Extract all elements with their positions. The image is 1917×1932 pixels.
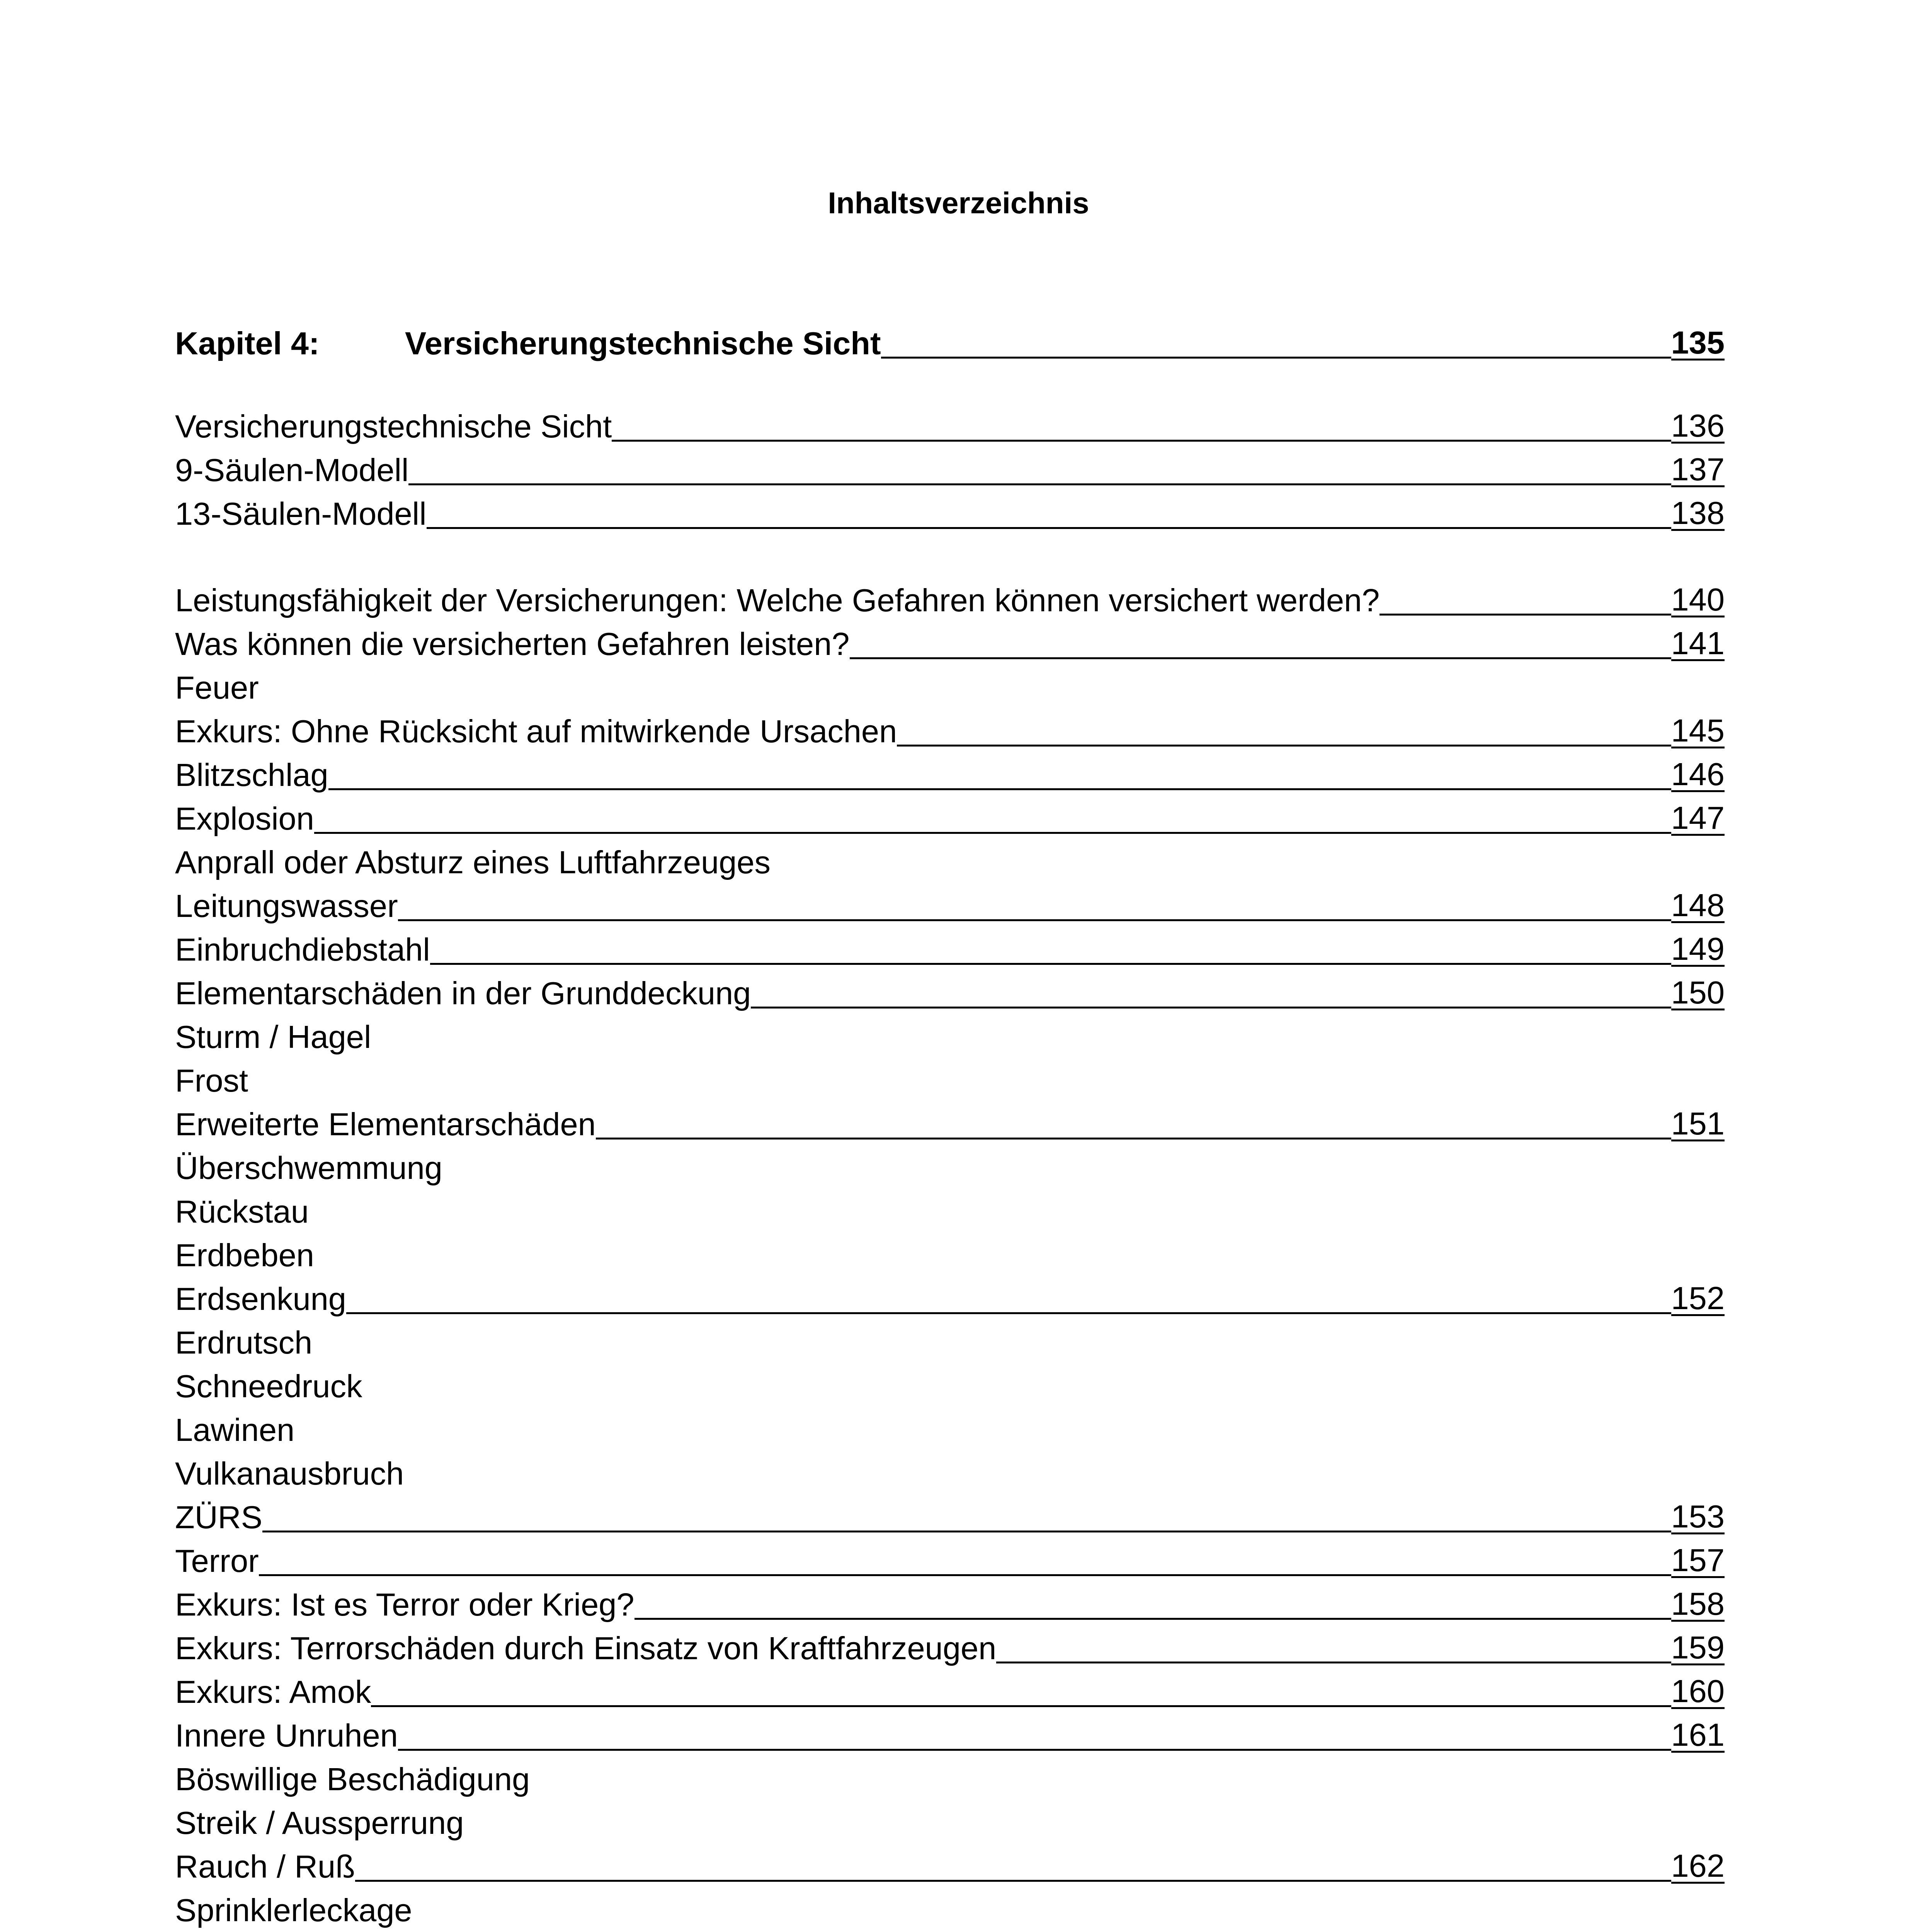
toc-leader-line bbox=[430, 963, 1671, 965]
toc-entry-page-number: 161 bbox=[1671, 1717, 1725, 1753]
toc-leader-line bbox=[371, 1705, 1671, 1707]
toc-entry[interactable] bbox=[175, 663, 1725, 707]
toc-entry[interactable] bbox=[175, 1231, 1725, 1274]
toc-entry-title: Versicherungstechnische Sicht bbox=[175, 408, 612, 444]
toc-leader-line bbox=[996, 1661, 1671, 1663]
toc-entry[interactable] bbox=[175, 707, 1725, 750]
toc-entry-title: Sprinklerleckage bbox=[175, 1892, 412, 1928]
toc-entry-page-number: 149 bbox=[1671, 931, 1725, 967]
toc-entry-title: ZÜRS bbox=[175, 1499, 262, 1535]
toc-entry-page-number: 157 bbox=[1671, 1542, 1725, 1578]
toc-entry-title: Lawinen bbox=[175, 1412, 295, 1448]
toc-leader-line bbox=[259, 1574, 1671, 1576]
toc-entry-page-number: 140 bbox=[1671, 582, 1725, 617]
toc-entry[interactable] bbox=[175, 1405, 1725, 1449]
toc-leader-line bbox=[408, 483, 1671, 485]
toc-leader-line bbox=[427, 527, 1671, 529]
toc-entry-page-number: 146 bbox=[1671, 756, 1725, 792]
toc-entry-title: 13-Säulen-Modell bbox=[175, 496, 427, 532]
toc-entry-title: Leitungswasser bbox=[175, 888, 398, 924]
chapter-number: Kapitel 4: bbox=[175, 325, 320, 361]
toc-entry[interactable] bbox=[175, 1798, 1725, 1842]
toc-entry[interactable] bbox=[175, 881, 1725, 925]
toc-entry[interactable] bbox=[175, 446, 1725, 489]
toc-leader-line bbox=[881, 356, 1671, 359]
toc-entry[interactable] bbox=[175, 619, 1725, 663]
toc-leader-line bbox=[850, 657, 1671, 659]
toc-section-a bbox=[175, 402, 1725, 533]
toc-entry-page-number: 162 bbox=[1671, 1848, 1725, 1884]
toc-entry-title: Erdsenkung bbox=[175, 1281, 346, 1317]
toc-entry-title: Vulkanausbruch bbox=[175, 1456, 404, 1492]
toc-entry[interactable] bbox=[175, 1929, 1725, 1932]
toc-leader-line bbox=[346, 1312, 1671, 1314]
toc-entry[interactable] bbox=[175, 1274, 1725, 1318]
toc-chapter-heading[interactable] bbox=[175, 315, 1725, 359]
toc-entry-title: Blitzschlag bbox=[175, 757, 328, 793]
toc-entry-title: Elementarschäden in der Grunddeckung bbox=[175, 975, 751, 1011]
toc-entry[interactable] bbox=[175, 1362, 1725, 1405]
toc-entry-title: Exkurs: Ist es Terror oder Krieg? bbox=[175, 1587, 634, 1622]
toc-entry-title: Innere Unruhen bbox=[175, 1718, 398, 1753]
toc-entry[interactable] bbox=[175, 1711, 1725, 1755]
toc-entry[interactable] bbox=[175, 1886, 1725, 1929]
toc-entry-title: Böswillige Beschädigung bbox=[175, 1761, 530, 1797]
toc-entry-title: Rauch / Ruß bbox=[175, 1849, 355, 1884]
toc-entry-title: Schneedruck bbox=[175, 1368, 362, 1404]
toc-entry-page-number: 136 bbox=[1671, 408, 1725, 444]
toc-entry-title: Exkurs: Amok bbox=[175, 1674, 371, 1710]
toc-entry[interactable] bbox=[175, 1536, 1725, 1580]
chapter-page-number: 135 bbox=[1671, 325, 1725, 361]
toc-leader-line bbox=[1379, 613, 1671, 616]
toc-entry[interactable] bbox=[175, 1187, 1725, 1231]
toc-entry-title: Überschwemmung bbox=[175, 1150, 442, 1186]
chapter-title: Versicherungstechnische Sicht bbox=[405, 325, 881, 361]
toc-entry[interactable] bbox=[175, 402, 1725, 446]
toc-entry[interactable] bbox=[175, 1143, 1725, 1187]
toc-entry-title: Streik / Aussperrung bbox=[175, 1805, 464, 1841]
toc-entry[interactable] bbox=[175, 1056, 1725, 1100]
toc-entry-title: Sturm / Hagel bbox=[175, 1019, 371, 1055]
toc-entry[interactable] bbox=[175, 1449, 1725, 1493]
toc-entry-title: Explosion bbox=[175, 801, 314, 837]
toc-entry-page-number: 152 bbox=[1671, 1280, 1725, 1316]
toc-leader-line bbox=[398, 919, 1671, 921]
toc-entry[interactable] bbox=[175, 794, 1725, 838]
toc-leader-line bbox=[612, 439, 1671, 442]
toc-leader-line bbox=[897, 744, 1671, 747]
toc-entry[interactable] bbox=[175, 750, 1725, 794]
toc-entry-page-number: 153 bbox=[1671, 1498, 1725, 1534]
toc-leader-line bbox=[751, 1006, 1671, 1009]
toc-entry-title: Exkurs: Terrorschäden durch Einsatz von Kraftfahrzeugen bbox=[175, 1630, 997, 1666]
toc-entry-page-number: 141 bbox=[1671, 625, 1725, 661]
toc-entry[interactable] bbox=[175, 1012, 1725, 1056]
toc-leader-line bbox=[314, 832, 1671, 834]
toc-entry[interactable] bbox=[175, 1842, 1725, 1886]
toc-leader-line bbox=[328, 788, 1671, 790]
toc-entry[interactable] bbox=[175, 1667, 1725, 1711]
toc-entry[interactable] bbox=[175, 1580, 1725, 1624]
toc-entry[interactable] bbox=[175, 1100, 1725, 1143]
toc-entry[interactable] bbox=[175, 489, 1725, 533]
toc-entry[interactable] bbox=[175, 576, 1725, 619]
toc-entry-title: Terror bbox=[175, 1543, 259, 1579]
toc-entry[interactable] bbox=[175, 1493, 1725, 1536]
toc-entry-title: Was können die versicherten Gefahren leisten? bbox=[175, 626, 850, 662]
toc-entry[interactable] bbox=[175, 1318, 1725, 1362]
toc-entry[interactable] bbox=[175, 1624, 1725, 1667]
toc-leader-line bbox=[596, 1137, 1671, 1139]
page-title: Inhaltsverzeichnis bbox=[828, 186, 1089, 220]
toc-entry-title: Einbruchdiebstahl bbox=[175, 932, 430, 968]
toc-entry-page-number: 148 bbox=[1671, 887, 1725, 923]
toc-leader-line bbox=[634, 1617, 1671, 1620]
toc-entry[interactable] bbox=[175, 925, 1725, 969]
toc-leader-line bbox=[262, 1530, 1671, 1532]
toc-entry[interactable] bbox=[175, 969, 1725, 1012]
toc-entry-title: Feuer bbox=[175, 670, 259, 706]
toc-entry-page-number: 160 bbox=[1671, 1673, 1725, 1709]
toc-entry-title: 9-Säulen-Modell bbox=[175, 452, 409, 488]
toc-entry-page-number: 158 bbox=[1671, 1586, 1725, 1622]
toc-entry[interactable] bbox=[175, 838, 1725, 881]
toc-entry-title: Erdbeben bbox=[175, 1237, 314, 1273]
toc-entry-title: Erweiterte Elementarschäden bbox=[175, 1106, 596, 1142]
toc-leader-line bbox=[398, 1748, 1671, 1751]
toc-entry[interactable] bbox=[175, 1755, 1725, 1798]
toc-entry-title: Anprall oder Absturz eines Luftfahrzeuges bbox=[175, 844, 771, 880]
toc-entry-page-number: 147 bbox=[1671, 800, 1725, 836]
toc-entry-page-number: 138 bbox=[1671, 495, 1725, 531]
toc-entry-title: Rückstau bbox=[175, 1194, 309, 1230]
toc-entry-title: Exkurs: Ohne Rücksicht auf mitwirkende Ursachen bbox=[175, 713, 897, 749]
toc-entry-title: Leistungsfähigkeit der Versicherungen: Welche Gefahren können versichert werden? bbox=[175, 582, 1380, 618]
toc-entry-page-number: 150 bbox=[1671, 975, 1725, 1010]
toc-entry-page-number: 151 bbox=[1671, 1105, 1725, 1141]
toc-entry-title: Frost bbox=[175, 1063, 248, 1099]
toc-entry-page-number: 159 bbox=[1671, 1629, 1725, 1665]
toc-entry-title: Erdrutsch bbox=[175, 1325, 313, 1361]
toc-leader-line bbox=[355, 1879, 1671, 1882]
toc-entry-page-number: 145 bbox=[1671, 713, 1725, 748]
toc-section-b bbox=[175, 576, 1725, 1932]
toc-entry-page-number: 137 bbox=[1671, 451, 1725, 487]
